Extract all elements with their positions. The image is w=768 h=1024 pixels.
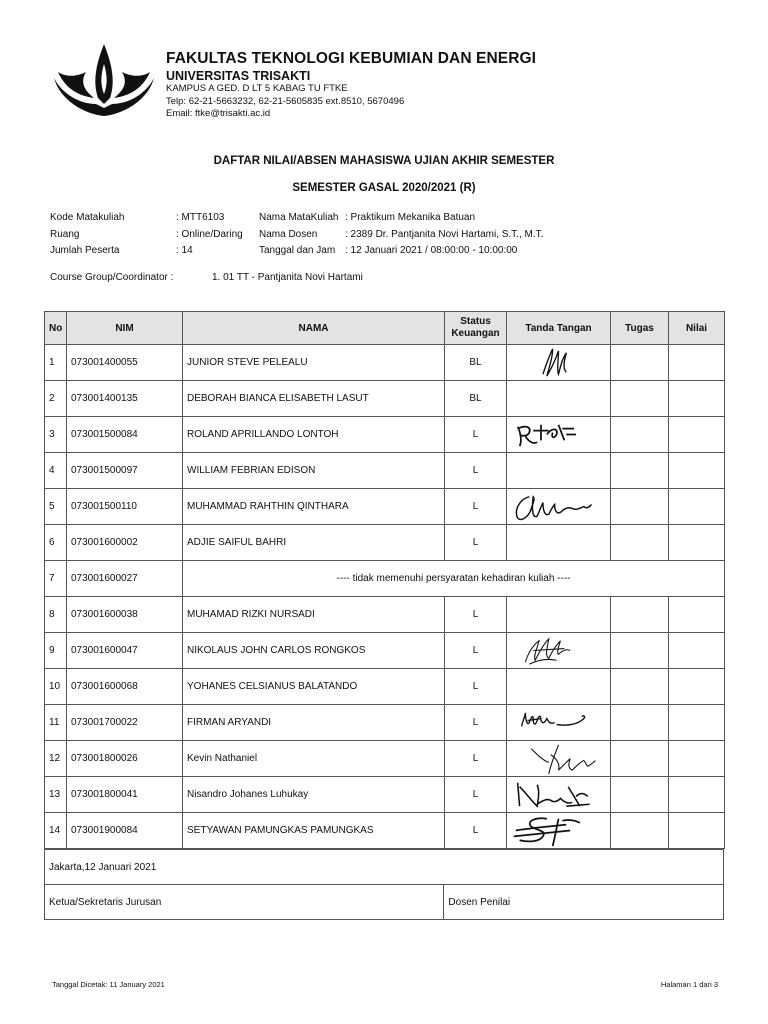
tugas-cell — [611, 381, 669, 417]
row-status: L — [445, 453, 507, 489]
ketua-label: Ketua/Sekretaris Jurusan — [45, 885, 444, 920]
row-nim: 073001800041 — [67, 777, 183, 813]
row-nim: 073001500097 — [67, 453, 183, 489]
nilai-cell — [669, 525, 725, 561]
tanggal-value: : 12 Januari 2021 / 08:00:00 - 10:00:00 — [345, 245, 518, 256]
tugas-cell — [611, 669, 669, 705]
signature-footer — [44, 849, 724, 920]
row-nim: 073001500110 — [67, 489, 183, 525]
row-no: 1 — [45, 345, 67, 381]
signature-cell — [507, 741, 611, 777]
signature-mark — [507, 633, 610, 668]
print-date: Tanggal Dicetak: 11 January 2021 — [52, 980, 165, 989]
row-nim: 073001500084 — [67, 417, 183, 453]
col-tugas: Tugas — [611, 312, 669, 345]
page-number: Halaman 1 dari 3 — [660, 980, 718, 989]
table-row — [45, 417, 725, 453]
nilai-cell — [669, 597, 725, 633]
row-nim: 073001600038 — [67, 597, 183, 633]
table-row — [45, 489, 725, 525]
row-no: 13 — [45, 777, 67, 813]
signature-cell — [507, 777, 611, 813]
signature-mark — [507, 741, 610, 776]
signature-cell — [507, 453, 611, 489]
signature-cell — [507, 597, 611, 633]
row-no: 8 — [45, 597, 67, 633]
nilai-cell — [669, 417, 725, 453]
nilai-cell — [669, 345, 725, 381]
row-nim: 073001600027 — [67, 561, 183, 597]
table-row — [45, 633, 725, 669]
semester-title: SEMESTER GASAL 2020/2021 (R) — [292, 182, 476, 194]
col-no: No — [45, 312, 67, 345]
col-status-line1: Status — [460, 316, 491, 327]
row-nama: Kevin Nathaniel — [183, 741, 445, 777]
col-status-line2: Keuangan — [451, 328, 500, 339]
place-date: Jakarta,12 Januari 2021 — [45, 850, 724, 885]
dosen-label: Nama Dosen — [259, 229, 318, 240]
nilai-cell — [669, 669, 725, 705]
row-nim: 073001900084 — [67, 813, 183, 849]
table-row — [45, 453, 725, 489]
kode-label: Kode Matakuliah — [50, 212, 125, 223]
dosen-penilai-label: Dosen Penilai — [444, 885, 724, 920]
row-nama: MUHAMMAD RAHTHIN QINTHARA — [183, 489, 445, 525]
row-status: L — [445, 777, 507, 813]
tugas-cell — [611, 597, 669, 633]
tugas-cell — [611, 705, 669, 741]
col-nim: NIM — [67, 312, 183, 345]
signature-cell — [507, 381, 611, 417]
university-name: UNIVERSITAS TRISAKTI — [166, 69, 311, 83]
row-status: L — [445, 669, 507, 705]
row-status: L — [445, 741, 507, 777]
row-no: 3 — [45, 417, 67, 453]
tugas-cell — [611, 417, 669, 453]
row-nama: MUHAMAD RIZKI NURSADI — [183, 597, 445, 633]
attendance-note: ---- tidak memenuhi persyaratan kehadiran kuliah ---- — [183, 561, 725, 597]
col-status — [445, 312, 507, 345]
signature-cell — [507, 489, 611, 525]
tugas-cell — [611, 741, 669, 777]
row-no: 2 — [45, 381, 67, 417]
row-nama: NIKOLAUS JOHN CARLOS RONGKOS — [183, 633, 445, 669]
institution-header — [166, 50, 536, 121]
row-no: 12 — [45, 741, 67, 777]
kode-value: : MTT6103 — [176, 212, 225, 223]
row-nama: ADJIE SAIFUL BAHRI — [183, 525, 445, 561]
signature-mark — [507, 705, 610, 740]
coordinator-value: 1. 01 TT - Pantjanita Novi Hartami — [212, 272, 363, 283]
table-row — [45, 669, 725, 705]
row-no: 4 — [45, 453, 67, 489]
row-nim: 073001400135 — [67, 381, 183, 417]
row-status: L — [445, 489, 507, 525]
col-nama: NAMA — [183, 312, 445, 345]
row-nama: DEBORAH BIANCA ELISABETH LASUT — [183, 381, 445, 417]
dosen-value: : 2389 Dr. Pantjanita Novi Hartami, S.T., M.T. — [345, 229, 544, 240]
table-row — [45, 345, 725, 381]
signature-mark — [507, 813, 610, 848]
signature-cell — [507, 669, 611, 705]
signature-mark — [507, 777, 610, 812]
nama-mk-label: Nama MataKuliah — [259, 212, 339, 223]
row-nim: 073001400055 — [67, 345, 183, 381]
tugas-cell — [611, 489, 669, 525]
row-nim: 073001600002 — [67, 525, 183, 561]
campus-address: KAMPUS A GED. D LT 5 KABAG TU FTKE — [166, 83, 348, 94]
col-nilai: Nilai — [669, 312, 725, 345]
row-no: 6 — [45, 525, 67, 561]
tugas-cell — [611, 813, 669, 849]
row-status: L — [445, 813, 507, 849]
phone-numbers: Telp: 62-21-5663232, 62-21-5605835 ext.8510, 5670496 — [166, 95, 405, 107]
nilai-cell — [669, 777, 725, 813]
signature-mark — [507, 417, 610, 452]
row-status: L — [445, 525, 507, 561]
table-row — [45, 741, 725, 777]
table-row — [45, 777, 725, 813]
row-nim: 073001700022 — [67, 705, 183, 741]
nilai-cell — [669, 381, 725, 417]
table-row — [45, 705, 725, 741]
row-status: BL — [445, 345, 507, 381]
table-row — [45, 381, 725, 417]
document-title: DAFTAR NILAI/ABSEN MAHASISWA UJIAN AKHIR SEMESTER — [213, 155, 555, 167]
row-nama: SETYAWAN PAMUNGKAS PAMUNGKAS — [183, 813, 445, 849]
nilai-cell — [669, 741, 725, 777]
signature-mark — [507, 345, 610, 380]
row-nim: 073001600068 — [67, 669, 183, 705]
row-nim: 073001600047 — [67, 633, 183, 669]
row-no: 11 — [45, 705, 67, 741]
table-row — [45, 597, 725, 633]
signature-cell — [507, 345, 611, 381]
row-nim: 073001800026 — [67, 741, 183, 777]
row-nama: Nisandro Johanes Luhukay — [183, 777, 445, 813]
row-no: 7 — [45, 561, 67, 597]
university-logo-icon — [50, 42, 158, 122]
signature-cell — [507, 525, 611, 561]
row-nama: YOHANES CELSIANUS BALATANDO — [183, 669, 445, 705]
jumlah-label: Jumlah Peserta — [50, 245, 120, 256]
nilai-cell — [669, 633, 725, 669]
row-no: 5 — [45, 489, 67, 525]
tugas-cell — [611, 345, 669, 381]
nilai-cell — [669, 489, 725, 525]
email-address: Email: ftke@trisakti.ac.id — [166, 108, 271, 119]
attendance-table — [44, 311, 725, 849]
row-status: L — [445, 597, 507, 633]
nilai-cell — [669, 813, 725, 849]
ruang-label: Ruang — [50, 229, 80, 240]
row-status: L — [445, 705, 507, 741]
tugas-cell — [611, 777, 669, 813]
coordinator-label: Course Group/Coordinator : — [50, 272, 174, 283]
tugas-cell — [611, 633, 669, 669]
signature-cell — [507, 813, 611, 849]
table-header-row — [45, 312, 725, 345]
row-nama: JUNIOR STEVE PELEALU — [183, 345, 445, 381]
nilai-cell — [669, 705, 725, 741]
signature-cell — [507, 633, 611, 669]
signature-mark — [507, 489, 610, 524]
col-tanda-tangan: Tanda Tangan — [507, 312, 611, 345]
row-no: 14 — [45, 813, 67, 849]
nama-mk-value: : Praktikum Mekanika Batuan — [345, 212, 476, 223]
row-status: BL — [445, 381, 507, 417]
faculty-name: FAKULTAS TEKNOLOGI KEBUMIAN DAN ENERGI — [166, 50, 537, 67]
row-status: L — [445, 633, 507, 669]
tanggal-label: Tanggal dan Jam — [259, 245, 336, 256]
row-no: 10 — [45, 669, 67, 705]
row-nama: WILLIAM FEBRIAN EDISON — [183, 453, 445, 489]
row-nama: ROLAND APRILLANDO LONTOH — [183, 417, 445, 453]
tugas-cell — [611, 525, 669, 561]
row-status: L — [445, 417, 507, 453]
table-row — [45, 813, 725, 849]
jumlah-value: : 14 — [176, 245, 193, 256]
signature-cell — [507, 705, 611, 741]
row-nama: FIRMAN ARYANDI — [183, 705, 445, 741]
table-row — [45, 525, 725, 561]
signature-cell — [507, 417, 611, 453]
row-no: 9 — [45, 633, 67, 669]
nilai-cell — [669, 453, 725, 489]
table-row — [45, 561, 725, 597]
tugas-cell — [611, 453, 669, 489]
ruang-value: : Online/Daring — [176, 229, 243, 240]
